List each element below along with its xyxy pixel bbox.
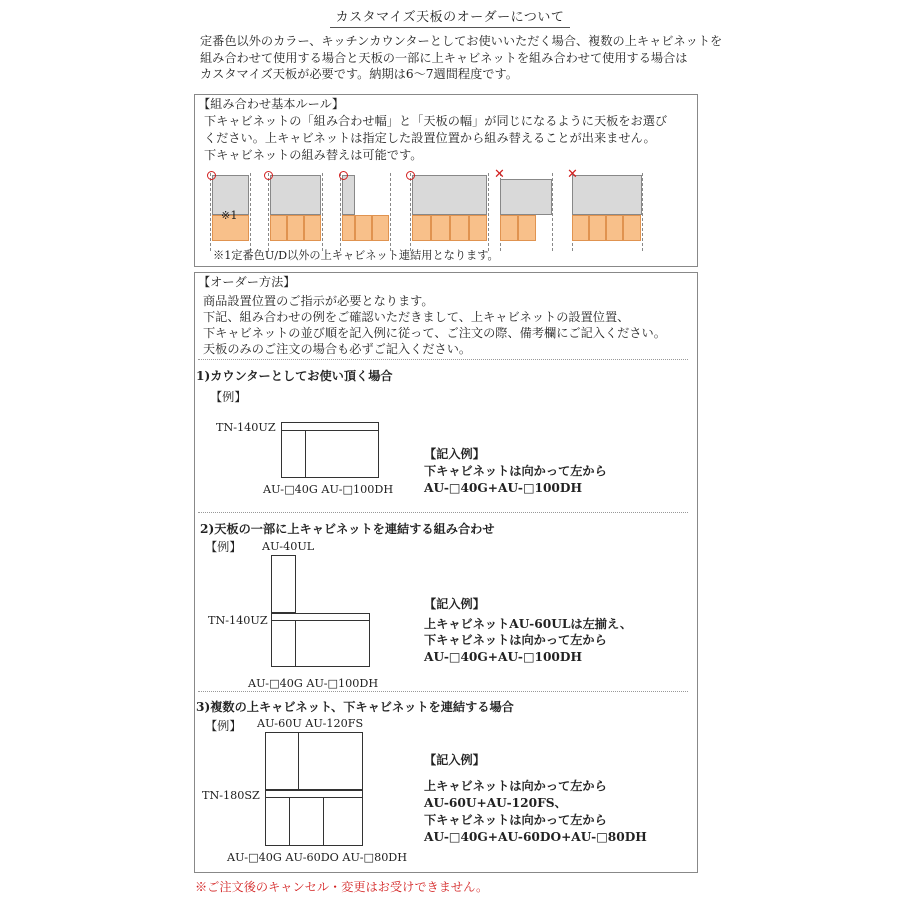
plan-diagram [265,732,363,846]
guide-line [642,173,643,251]
top-board-label: TN-140UZ [208,614,268,627]
lower-cabinet [287,215,304,241]
lower-cabinet [295,620,370,667]
lower-cabinet [606,215,623,241]
intro-line: カスタマイズ天板が必要です。納期は6〜7週間程度です。 [200,67,518,81]
order-line: 商品設置位置のご指示が必要となります。 [203,294,434,308]
bottom-cabinet-label: AU-□40G AU-□100DH [263,483,394,496]
entry-line: AU-60U+AU-120FS、 [424,796,567,810]
lower-cabinet [469,215,487,241]
lower-cabinet [450,215,469,241]
lower-cabinet [355,215,372,241]
order-line: 下キャビネットの並び順を記入例に従って、ご注文の際、備考欄にご記入ください。 [203,326,666,340]
lower-cabinet [572,215,589,241]
ng-cross-icon: ✕ [494,167,505,182]
lower-cabinet [431,215,450,241]
ok-circle-icon [339,171,348,180]
lower-cabinet [270,215,287,241]
entry-line: 下キャビネットは向かって左から [424,633,607,647]
intro-line: 組み合わせて使用する場合と天板の一部に上キャビネットを組み合わせて使用する場合は [200,50,688,65]
guide-line [552,173,553,251]
order-heading: 【オーダー方法】 [198,275,296,289]
divider [198,359,688,360]
bottom-cabinet-label: AU-□40G AU-□100DH [248,677,379,690]
order-line: 天板のみのご注文の場合も必ずご記入ください。 [203,342,472,356]
entry-line: 上キャビネットAU-60ULは左揃え、 [424,617,633,631]
ng-cross-icon: ✕ [567,167,578,182]
lower-cabinet [518,215,536,241]
upper-cabinet-label: AU-60U AU-120FS [257,717,364,730]
entry-line: AU-□40G+AU-□100DH [424,650,582,664]
upper-cabinet [298,732,363,790]
guide-line [488,173,489,251]
entry-heading: 【記入例】 [424,447,485,461]
lower-cabinet [342,215,355,241]
rules-line: 下キャビネットの組み替えは可能です。 [204,148,423,162]
rules-heading: 【組み合わせ基本ルール】 [198,97,345,111]
upper-cabinet-label: AU-40UL [262,540,315,553]
divider [198,512,688,513]
entry-line: AU-□40G+AU-60DO+AU-□80DH [424,830,647,844]
lower-cabinet [265,797,290,846]
guide-line [210,173,211,251]
intro-text [200,33,760,83]
example-label: 【例】 [205,540,242,554]
lower-cabinet [304,215,321,241]
rules-line: ください。上キャビネットは指定した設置位置から組み替えることが出来ません。 [204,131,656,145]
plan-diagram [281,422,379,478]
lower-cabinet [271,620,296,667]
guide-line [250,173,251,251]
lower-cabinet [372,215,389,241]
upper-cabinet [412,175,487,215]
section-title: 3)複数の上キャビネット、下キャビネットを連結する場合 [196,700,514,714]
entry-line: 下キャビネットは向かって左から [424,464,607,478]
plan-diagram [271,555,370,667]
guide-line [410,173,411,251]
guide-line [268,173,269,251]
lower-cabinet [500,215,518,241]
ok-circle-icon [264,171,273,180]
lower-cabinet [289,797,324,846]
lower-cabinet [589,215,606,241]
rule-mark-note: ※1 [221,209,238,222]
entry-line: AU-□40G+AU-□100DH [424,481,582,495]
guide-line [322,173,323,251]
lower-cabinet [281,430,306,478]
lower-cabinet [323,797,363,846]
cancellation-note: ※ご注文後のキャンセル・変更はお受けできません。 [195,880,489,894]
upper-cabinet [270,175,321,215]
example-label: 【例】 [205,719,242,733]
section-title: 1)カウンターとしてお使い頂く場合 [196,369,393,383]
section-title: 2)天板の一部に上キャビネットを連結する組み合わせ [200,522,495,536]
ok-circle-icon [207,171,216,180]
guide-line [390,173,391,251]
lower-cabinet [305,430,379,478]
upper-cabinet [572,175,642,215]
ok-circle-icon [406,171,415,180]
bottom-cabinet-label: AU-□40G AU-60DO AU-□80DH [227,851,408,864]
order-line: 下記、組み合わせの例をご確認いただきまして、上キャビネットの設置位置、 [203,310,630,324]
guide-line [340,173,341,251]
entry-line: 下キャビネットは向かって左から [424,813,607,827]
top-board-label: TN-140UZ [216,421,276,434]
example-label: 【例】 [210,390,247,404]
lower-cabinet [412,215,431,241]
entry-heading: 【記入例】 [424,753,485,767]
rules-line: 下キャビネットの「組み合わせ幅」と「天板の幅」が同じになるように天板をお選び [204,114,668,128]
upper-cabinet [342,175,355,215]
upper-cabinet [500,179,552,215]
lower-cabinet [623,215,641,241]
rule-diagrams [200,165,660,255]
upper-cabinet [265,732,299,790]
page-title: カスタマイズ天板のオーダーについて [0,6,900,25]
divider [198,691,688,692]
intro-line: 定番色以外のカラー、キッチンカウンターとしてお使いいただく場合、複数の上キャビネットを [200,34,723,48]
entry-heading: 【記入例】 [424,597,485,611]
entry-line: 上キャビネットは向かって左から [424,779,607,793]
top-board-label: TN-180SZ [202,789,260,802]
rules-note: ※1定番色U/D以外の上キャビネット連結用となります。 [213,249,499,262]
upper-cabinet [271,555,296,613]
